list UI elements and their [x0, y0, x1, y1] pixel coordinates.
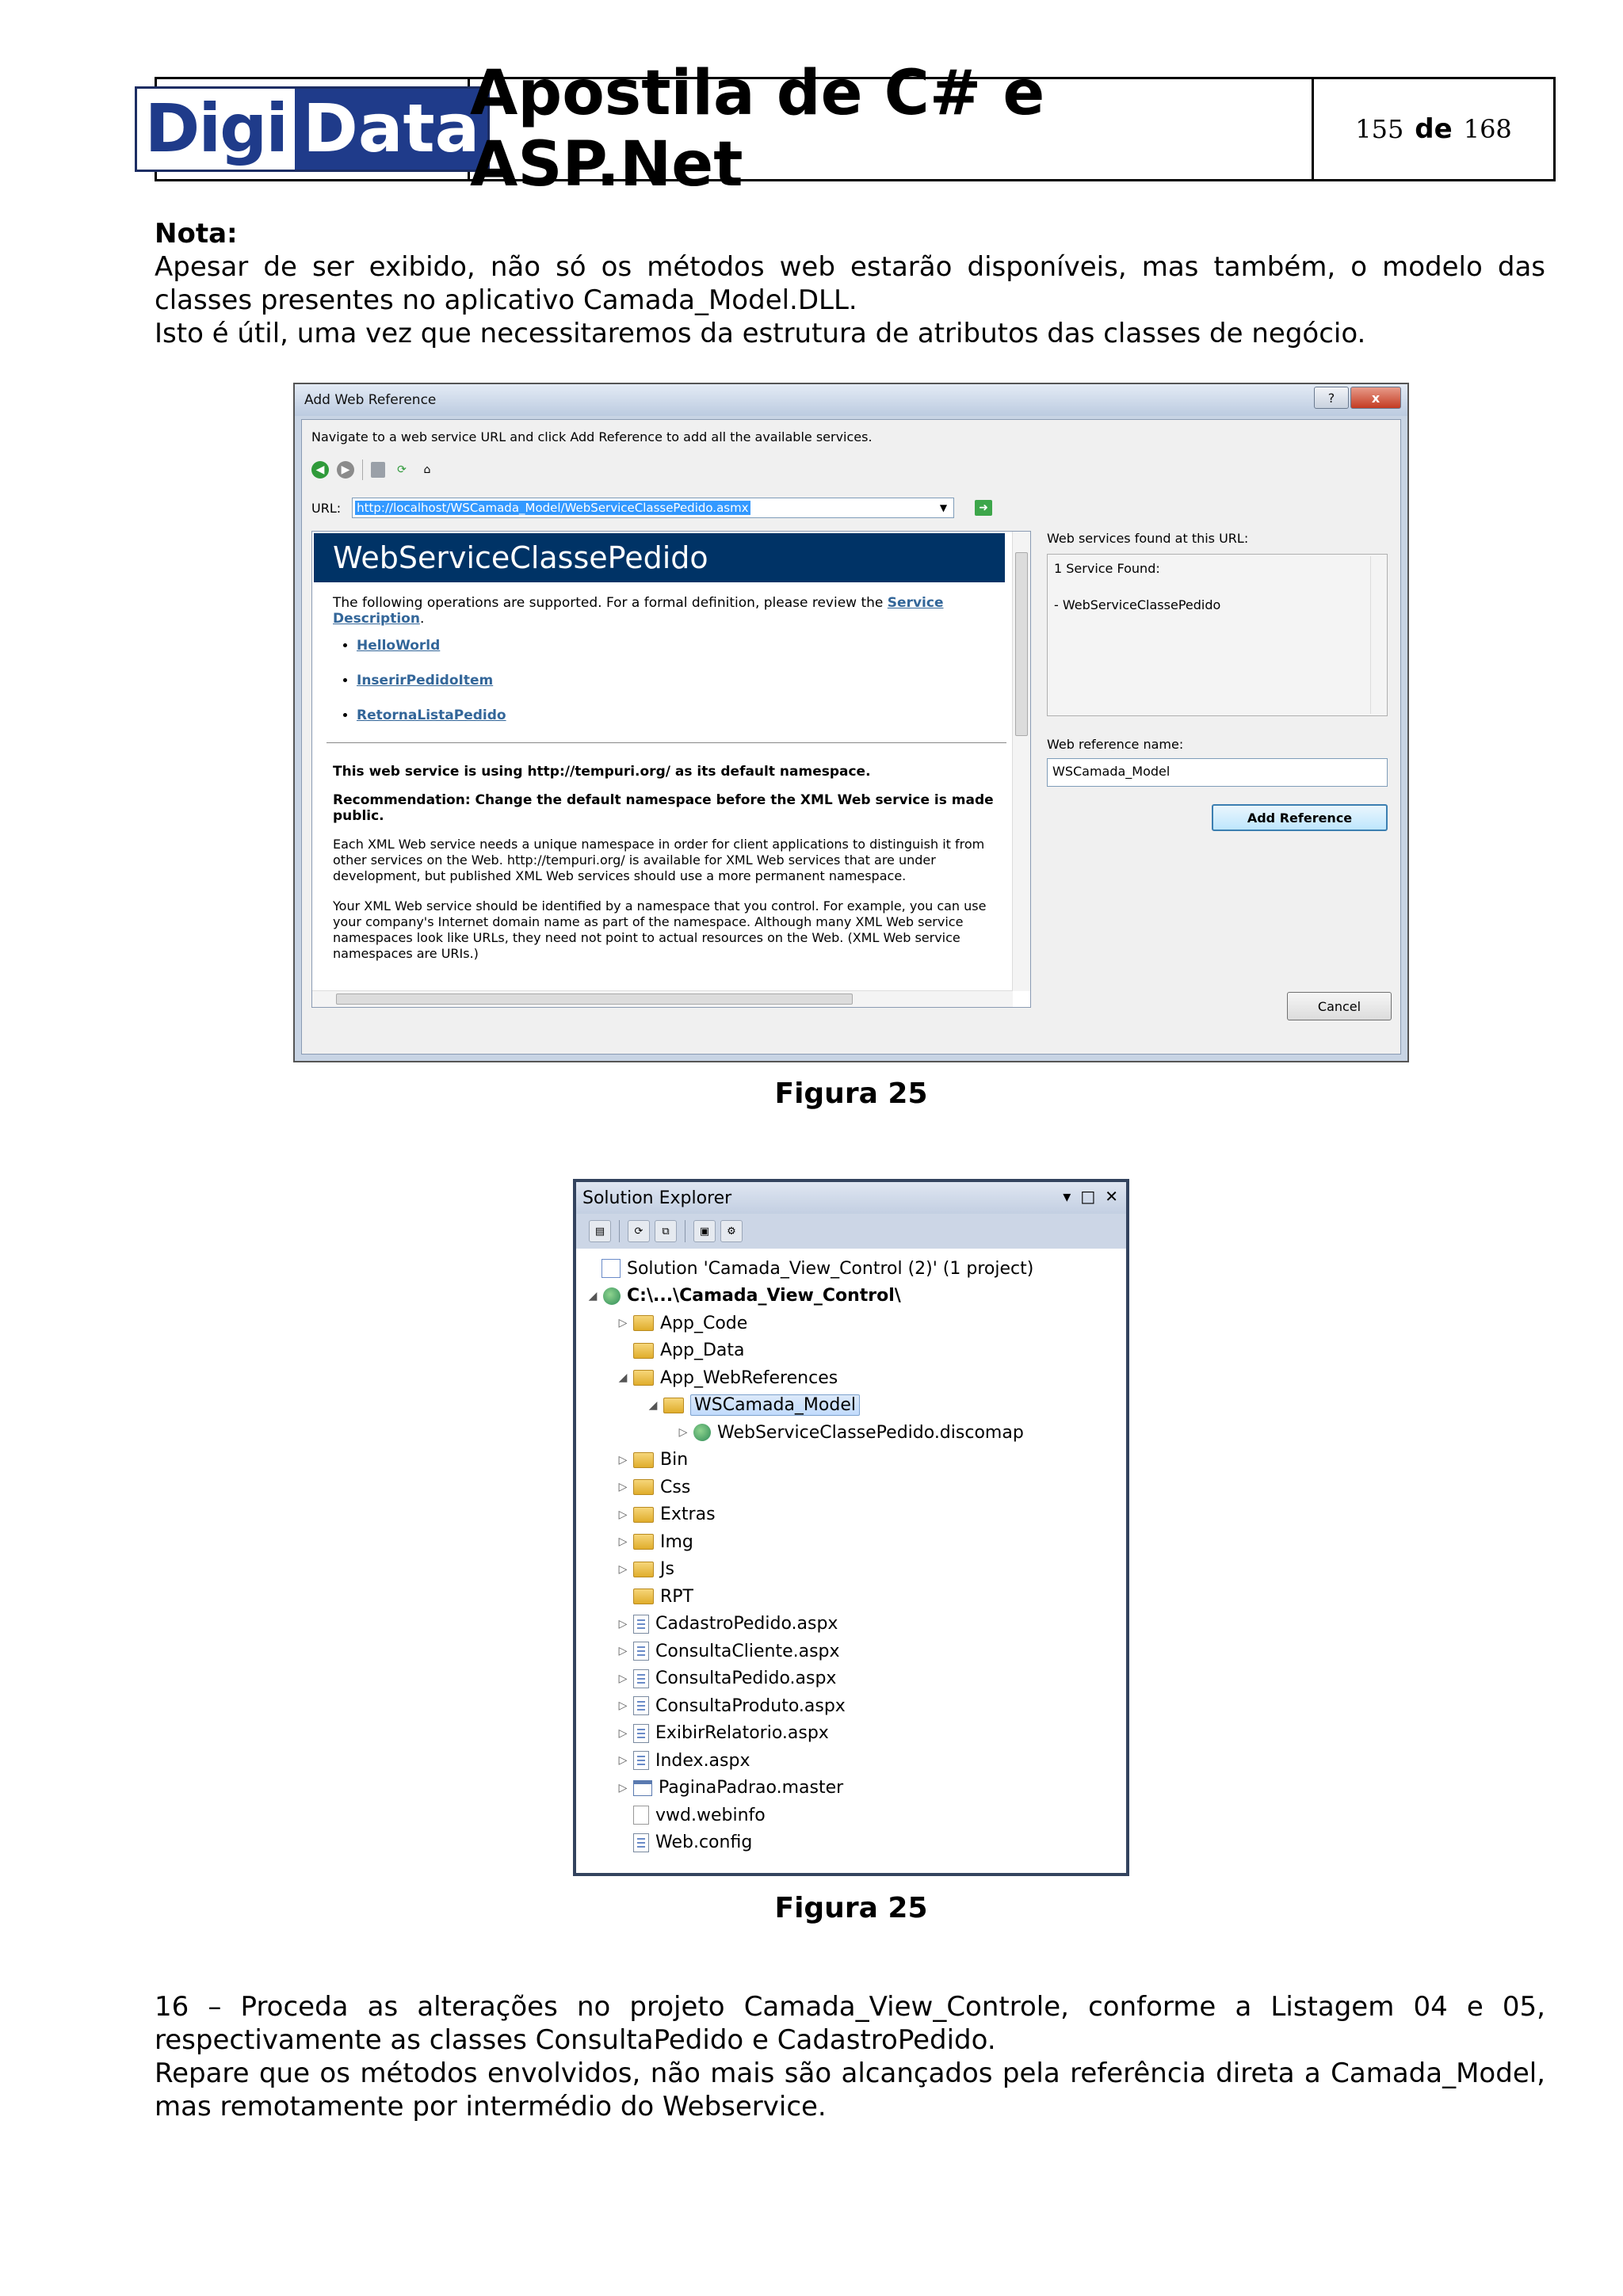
- tree-item-label: Index.aspx: [655, 1750, 750, 1771]
- folder-icon: [633, 1315, 654, 1331]
- collapsed-arrow-icon[interactable]: ▷: [618, 1508, 628, 1521]
- horizontal-scrollbar[interactable]: [312, 990, 1013, 1007]
- collapsed-arrow-icon[interactable]: ▷: [618, 1754, 628, 1768]
- folder-icon: [633, 1507, 654, 1523]
- service-body: [333, 595, 1006, 976]
- tree-item-label: Extras: [660, 1505, 716, 1525]
- expanded-arrow-icon[interactable]: ◢: [648, 1398, 658, 1412]
- tree-item-label: Web.config: [655, 1833, 753, 1853]
- tree-item-label: ExibirRelatorio.aspx: [655, 1723, 829, 1744]
- close-button[interactable]: x: [1350, 387, 1401, 409]
- folder-icon: [633, 1343, 654, 1359]
- collapsed-arrow-icon[interactable]: ▷: [618, 1317, 628, 1330]
- tree-item[interactable]: [576, 1337, 1126, 1365]
- tree-item-label: C:\...\Camada_View_Control\: [627, 1286, 901, 1306]
- page-total: 168: [1463, 114, 1512, 144]
- tree-item[interactable]: [576, 1692, 1126, 1720]
- page-current: 155: [1355, 114, 1404, 144]
- url-row: [311, 498, 992, 518]
- collapsed-arrow-icon[interactable]: ▷: [618, 1617, 628, 1630]
- step-block: [155, 1990, 1545, 2123]
- url-value: http://localhost/WSCamada_Model/WebServiceClassePedido.asmx: [357, 501, 749, 515]
- tree-item[interactable]: [576, 1447, 1126, 1474]
- website-icon: [603, 1287, 621, 1305]
- tree-item[interactable]: [576, 1501, 1126, 1529]
- namespace-note: This web service is using http://tempuri.org/ as its default namespace.: [333, 764, 871, 780]
- solution-explorer: [573, 1179, 1129, 1876]
- folder-icon: [633, 1370, 654, 1386]
- add-web-reference-dialog: [293, 383, 1409, 1062]
- figure-caption-1: Figura 25: [774, 1077, 928, 1110]
- digidata-logo: [135, 86, 491, 172]
- tree-item[interactable]: [576, 1283, 1126, 1310]
- url-input[interactable]: [352, 498, 954, 518]
- master-icon: [633, 1780, 652, 1796]
- file-icon: [633, 1806, 649, 1825]
- operation-link[interactable]: RetornaListaPedido: [357, 707, 506, 723]
- add-reference-button[interactable]: Add Reference: [1212, 804, 1388, 831]
- operation-link[interactable]: HelloWorld: [357, 638, 441, 654]
- collapsed-arrow-icon[interactable]: ▷: [618, 1562, 628, 1576]
- home-icon[interactable]: ⌂: [423, 463, 431, 476]
- divider: [327, 742, 1006, 743]
- tree-item-label: App_WebReferences: [660, 1367, 838, 1388]
- page-number: [1314, 79, 1553, 179]
- tree-item-label: Css: [660, 1477, 691, 1497]
- tree-item-label: PaginaPadrao.master: [659, 1778, 844, 1798]
- page-icon: [633, 1751, 649, 1770]
- logo-cell: [144, 79, 480, 179]
- collapsed-arrow-icon[interactable]: ▷: [618, 1726, 628, 1740]
- tree-item-label: App_Code: [660, 1313, 748, 1333]
- chevron-down-icon[interactable]: ▼: [939, 502, 948, 513]
- dialog-title: Add Web Reference: [304, 392, 437, 408]
- figure-caption-2: Figura 25: [774, 1892, 928, 1924]
- tree-item[interactable]: [576, 1255, 1126, 1283]
- found-list-scrollbar[interactable]: [1370, 556, 1385, 714]
- note-line2: Isto é útil, uma vez que necessitaremos da estrutura de atributos das classes de negócio.: [155, 318, 1366, 349]
- namespace-para1: Each XML Web service needs a unique namespace in order for client applications to distinguish it from other services on the Web. http://tempuri.org/ is available for XML Web services that are under development, but published XML Web services should use a more permanent namespace.: [333, 837, 985, 883]
- folder-icon: [633, 1589, 654, 1604]
- collapsed-arrow-icon[interactable]: ▷: [618, 1645, 628, 1658]
- tree-item[interactable]: [576, 1419, 1126, 1447]
- expanded-arrow-icon[interactable]: ◢: [588, 1289, 598, 1302]
- config-icon: [633, 1833, 649, 1852]
- tree-item[interactable]: [576, 1474, 1126, 1501]
- tree-item[interactable]: [576, 1392, 1126, 1420]
- found-item: - WebServiceClassePedido: [1054, 597, 1221, 612]
- step-line2: Repare que os métodos envolvidos, não mais são alcançados pela referência direta a Camada_Model, mas remotamente por intermédio do Webservice.: [155, 2058, 1545, 2122]
- stop-icon[interactable]: [371, 462, 385, 478]
- tree-item[interactable]: [576, 1720, 1126, 1748]
- tree-item-label: WSCamada_Model: [690, 1394, 860, 1416]
- tree-item[interactable]: [576, 1364, 1126, 1392]
- page-sep: de: [1415, 113, 1453, 145]
- folder-icon: [633, 1534, 654, 1550]
- recommendation: Recommendation: Change the default namespace before the XML Web service is made public.: [333, 792, 994, 824]
- found-label: Web services found at this URL:: [1047, 531, 1249, 546]
- maximize-icon[interactable]: □: [1080, 1187, 1096, 1206]
- tree-item-label: WebServiceClassePedido.discomap: [717, 1422, 1024, 1443]
- tree-item-label: RPT: [660, 1586, 693, 1607]
- service-intro-text: The following operations are supported. For a formal definition, please review the: [333, 595, 884, 611]
- page-icon: [633, 1696, 649, 1715]
- show-all-files-icon[interactable]: ⧉: [655, 1220, 677, 1242]
- tree-item[interactable]: [576, 1775, 1126, 1802]
- tree-item[interactable]: [576, 1802, 1126, 1829]
- tree-item-label: ConsultaPedido.aspx: [655, 1669, 837, 1689]
- folder-icon: [633, 1562, 654, 1577]
- solution-explorer-titlebar: [576, 1182, 1126, 1214]
- tree-item-label: Js: [660, 1559, 674, 1580]
- list-item: [357, 673, 1006, 688]
- collapsed-arrow-icon[interactable]: ▷: [618, 1672, 628, 1685]
- tree-item[interactable]: [576, 1638, 1126, 1665]
- operation-link[interactable]: InserirPedidoItem: [357, 673, 494, 688]
- page-icon: [633, 1724, 649, 1743]
- go-icon[interactable]: ➜: [975, 500, 992, 516]
- folder-icon: [633, 1452, 654, 1468]
- page-header: [144, 58, 1556, 200]
- tree-item-label: App_Data: [660, 1341, 745, 1361]
- tree-item-label: Img: [660, 1531, 693, 1552]
- found-count: 1 Service Found:: [1054, 561, 1160, 576]
- page-icon: [633, 1615, 649, 1634]
- cancel-button[interactable]: Cancel: [1287, 992, 1392, 1020]
- found-services-list[interactable]: [1047, 554, 1388, 716]
- collapsed-arrow-icon[interactable]: ▷: [618, 1781, 628, 1794]
- tree-item[interactable]: [576, 1528, 1126, 1556]
- close-icon[interactable]: ✕: [1105, 1187, 1118, 1206]
- collapsed-arrow-icon[interactable]: ▷: [678, 1426, 688, 1440]
- tree-item[interactable]: [576, 1611, 1126, 1638]
- toolbar-divider: [619, 1220, 620, 1242]
- tree-item[interactable]: [576, 1829, 1126, 1857]
- note-line1: Apesar de ser exibido, não só os métodos web estarão disponíveis, mas também, o modelo das classes presentes no aplicativo Camada_Model.DLL.: [155, 251, 1545, 316]
- forward-icon[interactable]: ▶: [337, 461, 354, 479]
- tree-item-label: ConsultaProduto.aspx: [655, 1695, 846, 1716]
- back-icon[interactable]: ◀: [311, 461, 329, 479]
- tree-item-label: Solution 'Camada_View_Control (2)' (1 project): [627, 1258, 1034, 1279]
- refresh-icon[interactable]: ⟳: [397, 463, 407, 476]
- help-button[interactable]: ?: [1314, 387, 1349, 409]
- dialog-toolbar: [311, 460, 436, 480]
- tree-item[interactable]: [576, 1583, 1126, 1611]
- ref-name-label: Web reference name:: [1047, 737, 1184, 752]
- tree-item-label: Bin: [660, 1450, 689, 1470]
- tree-item[interactable]: [576, 1747, 1126, 1775]
- list-item: [357, 707, 1006, 723]
- dialog-instructions: Navigate to a web service URL and click Add Reference to add all the available services.: [311, 429, 873, 444]
- tree-item[interactable]: [576, 1556, 1126, 1584]
- expanded-arrow-icon[interactable]: ◢: [618, 1371, 628, 1385]
- list-item: [357, 638, 1006, 654]
- service-description-link[interactable]: Service Description: [333, 595, 944, 627]
- logo-digi: Digi: [137, 89, 295, 170]
- collapsed-arrow-icon[interactable]: ▷: [618, 1453, 628, 1466]
- folder-icon: [633, 1479, 654, 1495]
- page-icon: [633, 1642, 649, 1661]
- document-title: Apostila de C# e ASP.Net: [470, 79, 1314, 179]
- solution-explorer-toolbar: [576, 1214, 1126, 1249]
- namespace-para2: Your XML Web service should be identified by a namespace that you control. For example, you can use your company's Internet domain name as part of the namespace. Although many XML Web service namespaces look like URLs, they need not point to actual resources on the Web. (XML Web service namespaces are URIs.): [333, 898, 987, 961]
- vertical-scrollbar[interactable]: [1012, 532, 1030, 991]
- solution-icon: [601, 1259, 621, 1278]
- url-label: URL:: [311, 500, 342, 516]
- tree-item[interactable]: [576, 1665, 1126, 1693]
- service-browser-pane: [311, 531, 1031, 1008]
- operations-list: [357, 638, 1006, 723]
- collapsed-arrow-icon[interactable]: ▷: [618, 1535, 628, 1549]
- logo-data: Data: [295, 89, 487, 170]
- tree-item-label: CadastroPedido.aspx: [655, 1614, 838, 1634]
- note-title: Nota:: [155, 218, 238, 250]
- properties-icon[interactable]: ▤: [589, 1220, 611, 1242]
- page-icon: [633, 1669, 649, 1688]
- globe-icon: [693, 1424, 711, 1441]
- solution-tree: [576, 1255, 1126, 1856]
- collapsed-arrow-icon[interactable]: ▷: [618, 1481, 628, 1494]
- copy-website-icon[interactable]: ⚙: [720, 1220, 743, 1242]
- tree-item-label: ConsultaCliente.aspx: [655, 1641, 840, 1661]
- services-found-pane: [1047, 531, 1388, 831]
- note-block: [155, 217, 1545, 350]
- step-line1: 16 – Proceda as alterações no projeto Camada_View_Controle, conforme a Listagem 04 e 05, respectivamente as classes ConsultaPedido e CadastroPedido.: [155, 1991, 1545, 2056]
- dropdown-icon[interactable]: ▾: [1063, 1187, 1071, 1206]
- refresh-icon[interactable]: ⟳: [628, 1220, 650, 1242]
- dialog-body: [301, 419, 1401, 1055]
- service-title: WebServiceClassePedido: [314, 533, 1005, 582]
- tree-item[interactable]: [576, 1310, 1126, 1337]
- service-intro: The following operations are supported. For a formal definition, please review the Service Description.: [333, 595, 944, 627]
- ref-name-input[interactable]: WSCamada_Model: [1047, 758, 1388, 787]
- dialog-titlebar: [295, 384, 1407, 416]
- view-in-browser-icon[interactable]: ▣: [693, 1220, 716, 1242]
- folder-icon: [663, 1398, 684, 1413]
- toolbar-divider: [362, 460, 363, 480]
- collapsed-arrow-icon[interactable]: ▷: [618, 1699, 628, 1713]
- tree-item-label: vwd.webinfo: [655, 1805, 766, 1825]
- solution-explorer-title: Solution Explorer: [582, 1188, 732, 1208]
